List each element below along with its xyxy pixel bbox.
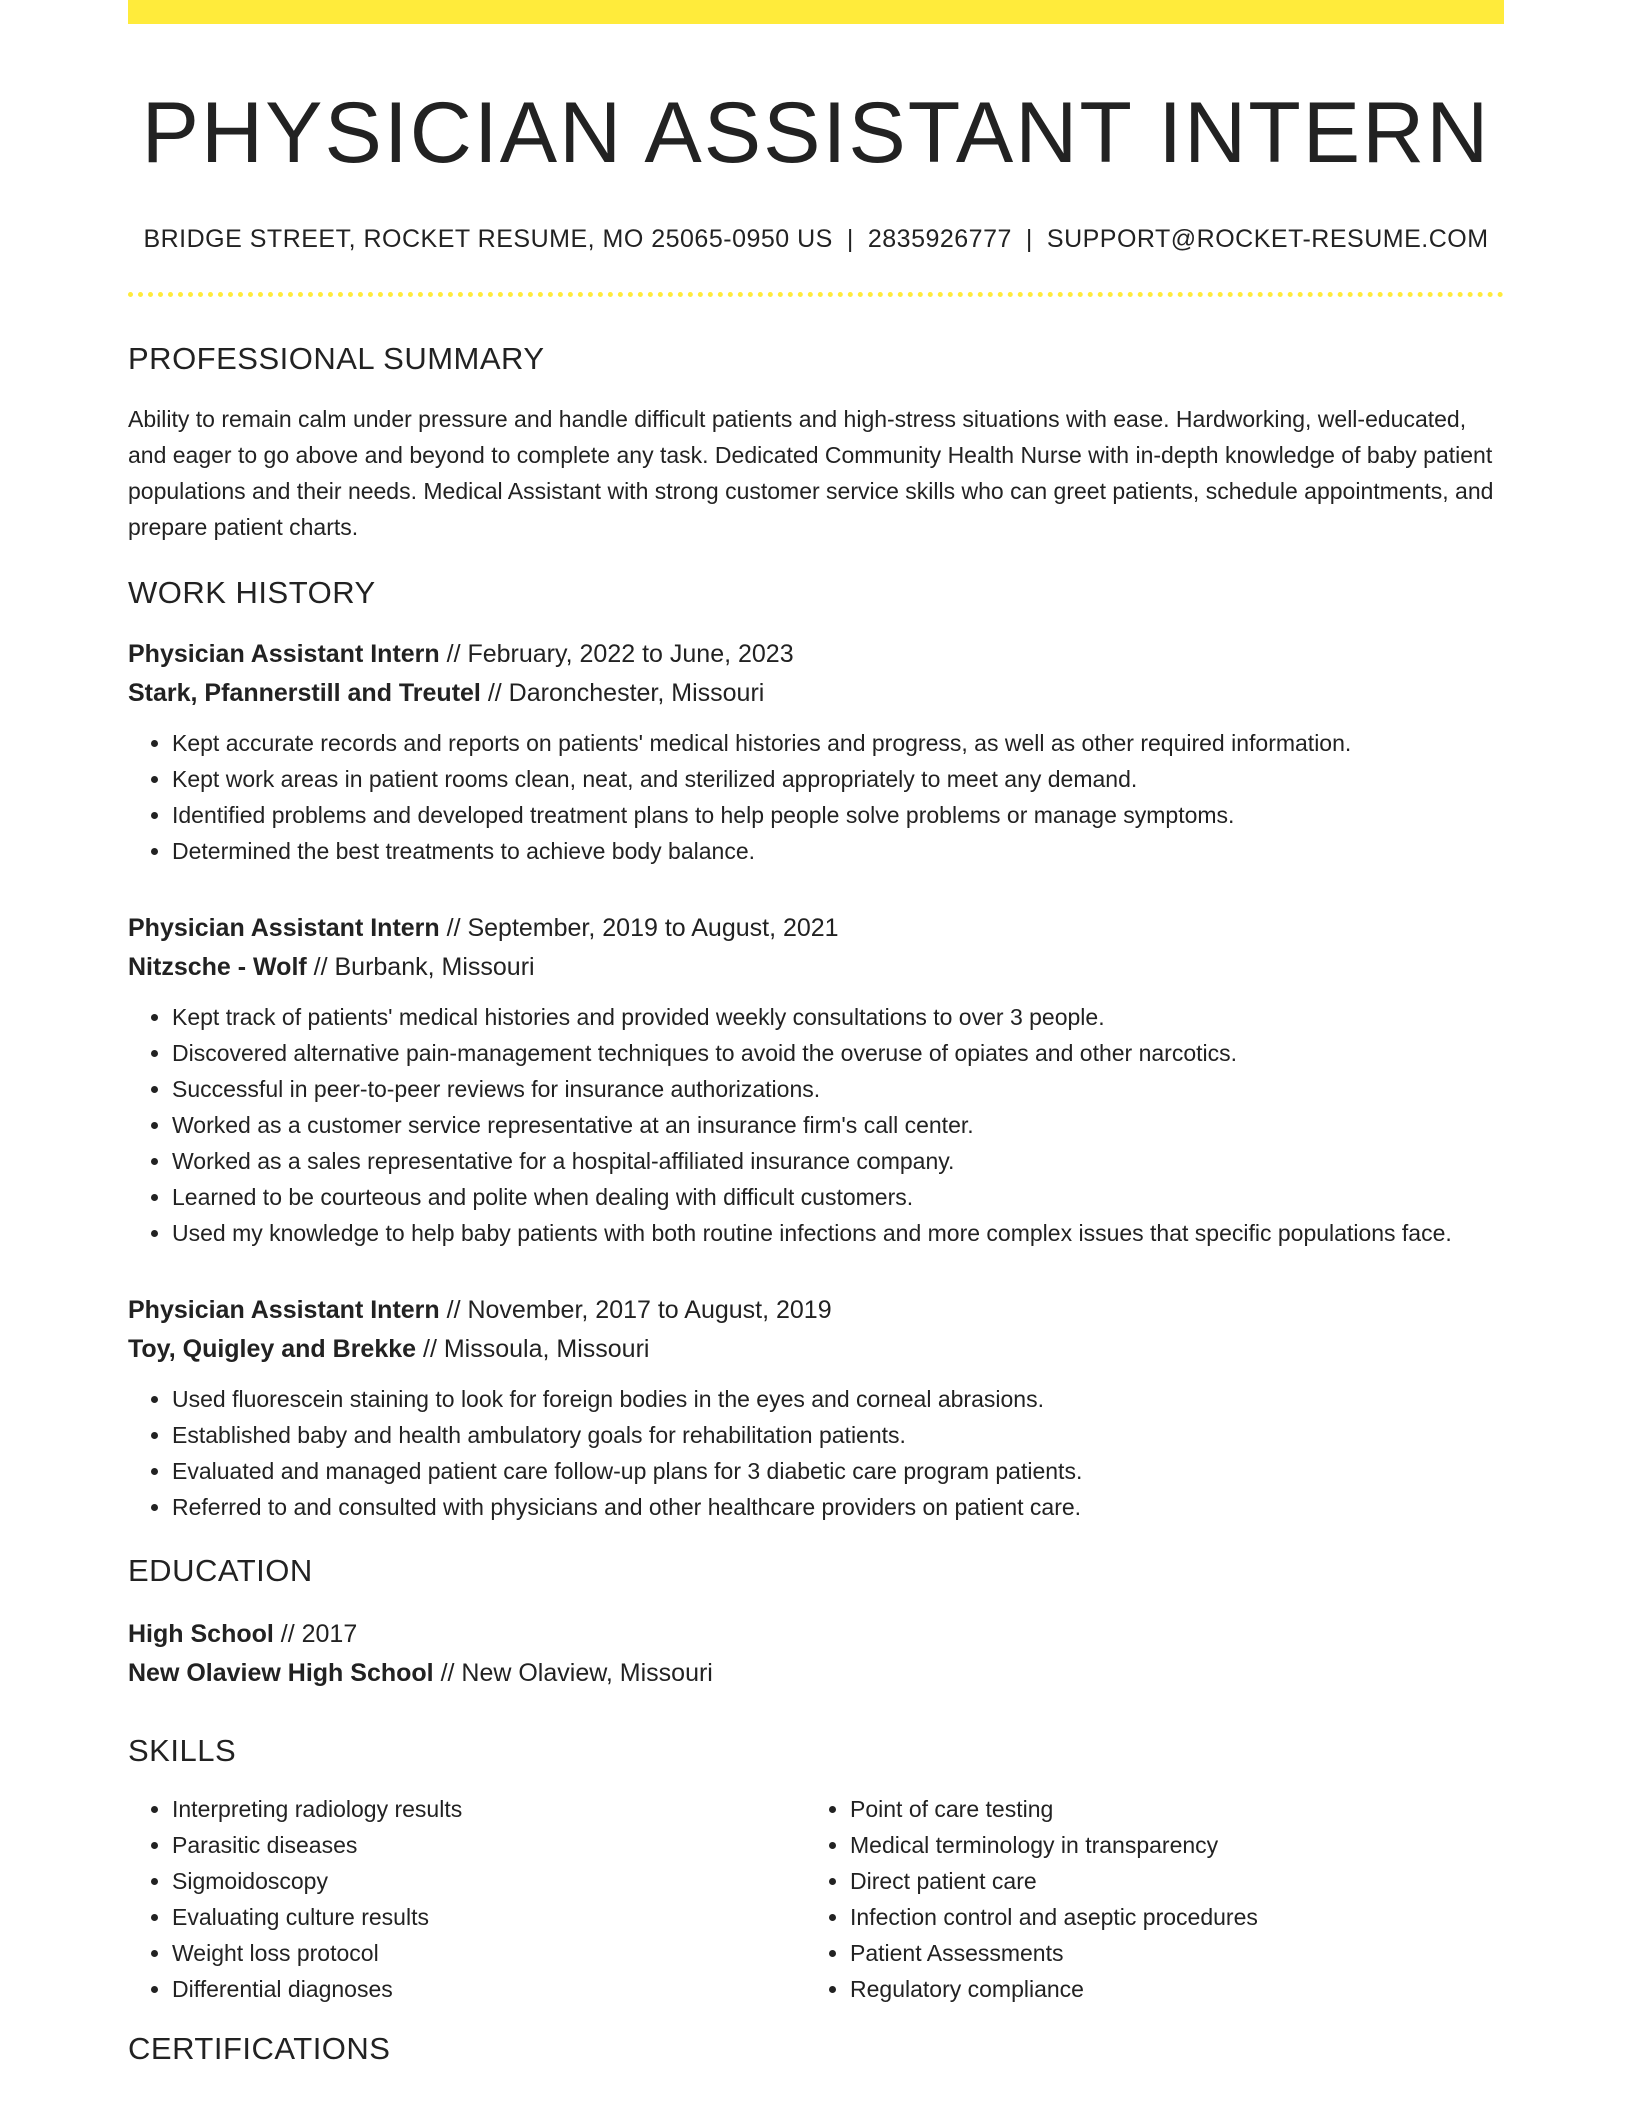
- job-title-line: [128, 1291, 1504, 1330]
- job-bullet: • Successful in peer-to-peer reviews for insurance authorizations.: [172, 1071, 1504, 1107]
- job-entry: [128, 1291, 1504, 1525]
- section-title-skills: SKILLS: [128, 1733, 237, 1769]
- skill-item: • Point of care testing: [850, 1791, 1484, 1827]
- job-dates: // September, 2019 to August, 2021: [439, 914, 839, 943]
- job-bullet: • Determined the best treatments to achieve body balance.: [172, 833, 1504, 869]
- job-employer: Toy, Quigley and Brekke: [128, 1335, 417, 1364]
- work-history-list: [128, 635, 1504, 1525]
- job-bullet: • Kept accurate records and reports on patients' medical histories and progress, as well as other required information.: [172, 725, 1504, 761]
- section-title-summary: PROFESSIONAL SUMMARY: [128, 341, 545, 377]
- job-title-line: [128, 635, 1504, 674]
- job-bullet: • Identified problems and developed treatment plans to help people solve problems or manage symptoms.: [172, 797, 1504, 833]
- job-bullet: • Worked as a sales representative for a hospital-affiliated insurance company.: [172, 1143, 1504, 1179]
- job-bullet: • Used fluorescein staining to look for foreign bodies in the eyes and corneal abrasions.: [172, 1381, 1504, 1417]
- job-employer: Nitzsche - Wolf: [128, 953, 307, 982]
- education-degree: High School: [128, 1620, 274, 1649]
- contact-phone: 2835926777: [867, 225, 1012, 254]
- job-bullet: • Established baby and health ambulatory goals for rehabilitation patients.: [172, 1417, 1504, 1453]
- job-bullet: • Kept work areas in patient rooms clean, neat, and sterilized appropriately to meet any demand.: [172, 761, 1504, 797]
- education-year: // 2017: [273, 1620, 358, 1649]
- job-entry: [128, 635, 1504, 869]
- job-bullet: • Worked as a customer service representative at an insurance firm's call center.: [172, 1107, 1504, 1143]
- skill-item: • Parasitic diseases: [172, 1827, 806, 1863]
- section-title-certifications: CERTIFICATIONS: [128, 2031, 391, 2067]
- contact-separator: |: [1025, 225, 1033, 254]
- education-entry: [128, 1615, 1504, 1693]
- top-accent-bar: [128, 0, 1504, 24]
- job-employer-line: [128, 948, 1504, 987]
- skill-item: • Medical terminology in transparency: [850, 1827, 1484, 1863]
- job-bullet-list: [128, 725, 1504, 869]
- job-employer-line: [128, 674, 1504, 713]
- job-employer: Stark, Pfannerstill and Treutel: [128, 679, 481, 708]
- job-location: // Daronchester, Missouri: [480, 679, 765, 708]
- job-bullet-list: [128, 1381, 1504, 1525]
- skill-item: • Regulatory compliance: [850, 1971, 1484, 2007]
- skill-item: • Infection control and aseptic procedures: [850, 1899, 1484, 1935]
- skill-item: • Evaluating culture results: [172, 1899, 806, 1935]
- education-school: New Olaview High School: [128, 1659, 434, 1688]
- summary-text: Ability to remain calm under pressure and handle difficult patients and high-stress situations with ease. Hardworking, well-educated, and eager to go above and beyond to complete any task. Dedicated Community Health Nurse with in-depth knowledge of baby patient populations and their needs. Medical Assistant with strong customer service skills who can greet patients, schedule appointments, and prepare patient charts.: [128, 406, 1494, 541]
- skills-columns: [128, 1791, 1504, 2007]
- contact-email[interactable]: SUPPORT@ROCKET-RESUME.COM: [1046, 225, 1489, 254]
- skills-list-right: [806, 1791, 1484, 2007]
- dotted-divider: [128, 292, 1504, 297]
- job-dates: // February, 2022 to June, 2023: [439, 640, 794, 669]
- skills-list-left: [128, 1791, 806, 2007]
- resume-page: [128, 0, 1504, 2067]
- contact-separator: |: [846, 225, 854, 254]
- job-role: Physician Assistant Intern: [128, 914, 440, 943]
- resume-title: PHYSICIAN ASSISTANT INTERN: [141, 85, 1491, 181]
- job-location: // Missoula, Missouri: [416, 1335, 650, 1364]
- job-role: Physician Assistant Intern: [128, 1296, 440, 1325]
- job-employer-line: [128, 1330, 1504, 1369]
- contact-address: BRIDGE STREET, ROCKET RESUME, MO 25065-0950 US: [143, 225, 833, 254]
- job-bullet: • Discovered alternative pain-management techniques to avoid the overuse of opiates and other narcotics.: [172, 1035, 1504, 1071]
- skill-item: • Differential diagnoses: [172, 1971, 806, 2007]
- education-degree-line: [128, 1615, 1504, 1654]
- job-location: // Burbank, Missouri: [306, 953, 535, 982]
- job-bullet: • Learned to be courteous and polite when dealing with difficult customers.: [172, 1179, 1504, 1215]
- job-bullet: • Referred to and consulted with physicians and other healthcare providers on patient care.: [172, 1489, 1504, 1525]
- job-bullet-list: [128, 999, 1504, 1251]
- education-school-line: [128, 1654, 1504, 1693]
- skill-item: • Direct patient care: [850, 1863, 1484, 1899]
- section-title-education: EDUCATION: [128, 1553, 313, 1589]
- skill-item: • Weight loss protocol: [172, 1935, 806, 1971]
- job-dates: // November, 2017 to August, 2019: [439, 1296, 832, 1325]
- skill-item: • Sigmoidoscopy: [172, 1863, 806, 1899]
- contact-line: [128, 225, 1504, 254]
- education-location: // New Olaview, Missouri: [433, 1659, 713, 1688]
- job-role: Physician Assistant Intern: [128, 640, 440, 669]
- section-title-work-history: WORK HISTORY: [128, 575, 376, 611]
- job-title-line: [128, 909, 1504, 948]
- job-bullet: • Evaluated and managed patient care follow-up plans for 3 diabetic care program patients.: [172, 1453, 1504, 1489]
- skill-item: • Patient Assessments: [850, 1935, 1484, 1971]
- job-entry: [128, 909, 1504, 1251]
- skill-item: • Interpreting radiology results: [172, 1791, 806, 1827]
- job-bullet: • Used my knowledge to help baby patients with both routine infections and more complex issues that specific populations face.: [172, 1215, 1504, 1251]
- job-bullet: • Kept track of patients' medical histories and provided weekly consultations to over 3 people.: [172, 999, 1504, 1035]
